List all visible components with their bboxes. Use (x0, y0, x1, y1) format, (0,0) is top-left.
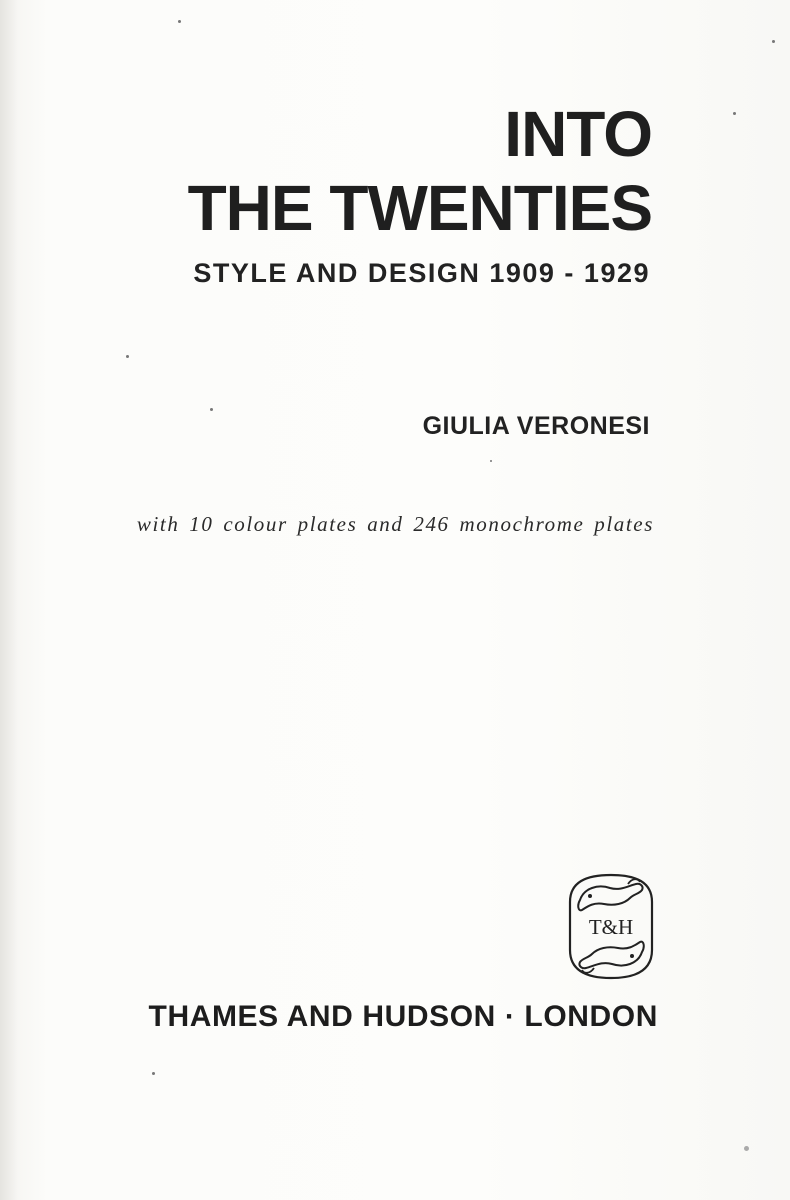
paper-speck (126, 355, 129, 358)
paper-speck (772, 40, 775, 43)
dolphin-device-icon (566, 872, 656, 982)
publisher-line: THAMES AND HUDSON · LONDON (148, 1000, 658, 1033)
paper-speck (210, 408, 213, 411)
paper-speck (490, 460, 492, 462)
subtitle: STYLE AND DESIGN 1909 - 1929 (193, 258, 650, 288)
title-line-2: THE TWENTIES (187, 172, 652, 244)
paper-speck (744, 1146, 749, 1151)
plates-note: with 10 colour plates and 246 monochrome plates (136, 512, 654, 536)
monogram-text: T&H (588, 915, 634, 939)
author-name: GIULIA VERONESI (422, 412, 650, 440)
paper-speck (733, 112, 736, 115)
paper-speck (152, 1072, 155, 1075)
paper-speck (178, 20, 181, 23)
title-line-1: INTO (504, 98, 652, 170)
binding-shadow (0, 0, 18, 1200)
